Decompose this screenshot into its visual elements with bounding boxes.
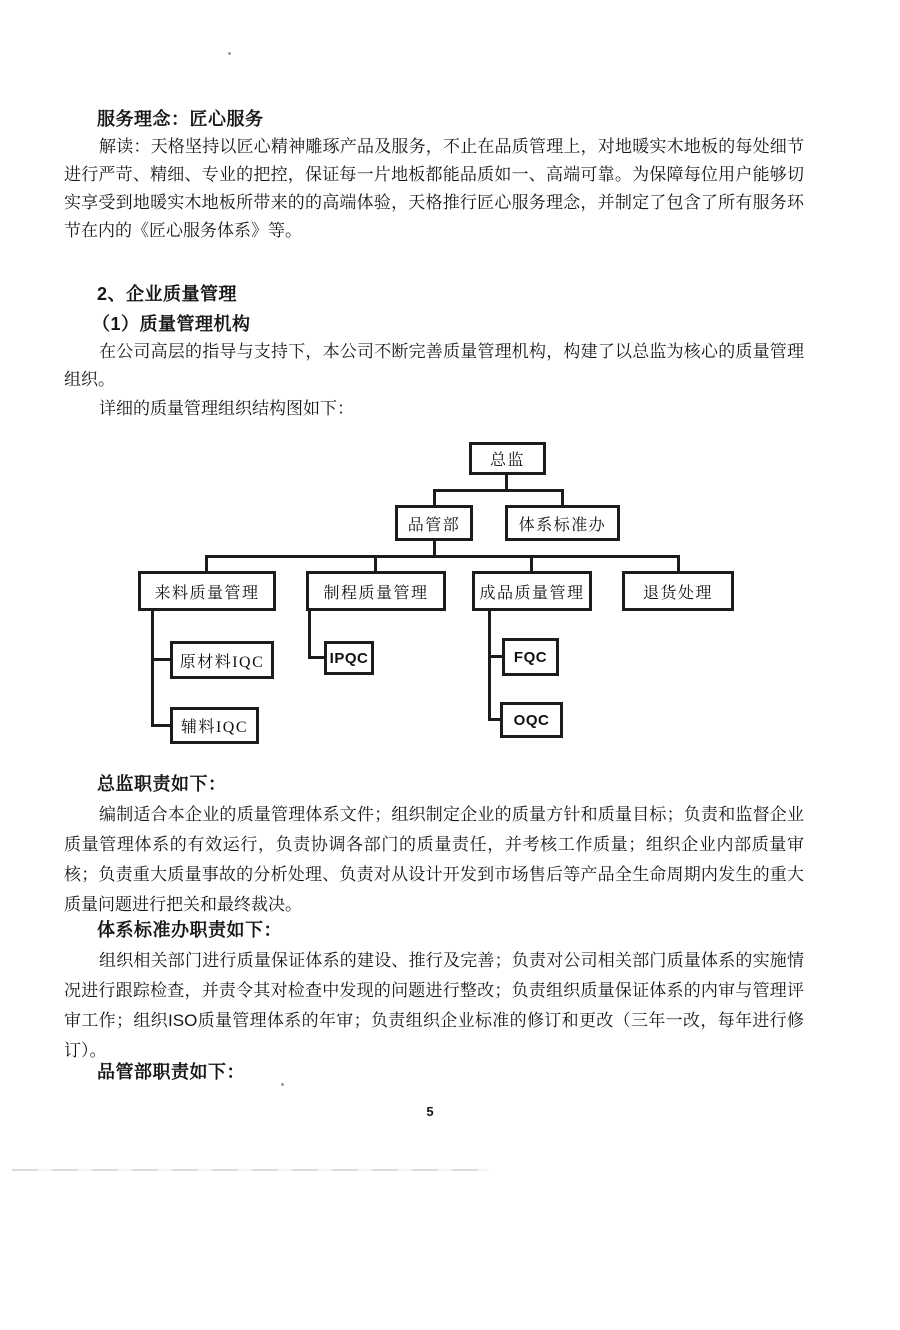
connector-line	[488, 611, 491, 721]
org-node-returns-handling: 退货处理	[622, 571, 734, 611]
scan-artifact-line	[12, 1169, 489, 1171]
connector-line	[433, 489, 436, 506]
quality-section-heading: 2、企业质量管理	[97, 284, 238, 304]
scan-speck-bottom	[281, 1083, 284, 1086]
connector-line	[530, 555, 533, 572]
connector-line	[308, 656, 324, 659]
chart-lead-line: 详细的质量管理组织结构图如下：	[99, 399, 354, 418]
org-node-process-quality: 制程质量管理	[306, 571, 446, 611]
connector-line	[561, 489, 564, 506]
standards-duties-paragraph: 组织相关部门进行质量保证体系的建设、推行及完善；负责对公司相关部门质量体系的实施情况进行跟踪检查，并责令其对检查中发现的问题进行整改；负责组织质量保证体系的内审与管理评审工作；组织ISO质量管理体系的年审；负责组织企业标准的修订和更改（三年一改，每年进行修订）。	[64, 951, 804, 1060]
connector-line	[677, 555, 680, 572]
org-node-standards-office: 体系标准办	[505, 505, 620, 541]
connector-line	[151, 658, 170, 661]
connector-line	[205, 555, 680, 558]
director-duties-paragraph: 编制适合本企业的质量管理体系文件；组织制定企业的质量方针和质量目标；负责和监督企业质量管理体系的有效运行，负责协调各部门的质量责任，并考核工作质量；组织企业内部质量审核；负责重大质量事故的分析处理、负责对从设计开发到市场售后等产品全生命周期内发生的重大质量问题进行把关和最终裁决。	[64, 805, 804, 914]
connector-line	[433, 541, 436, 556]
standards-duties-heading: 体系标准办职责如下：	[97, 920, 282, 940]
page-number: 5	[426, 1104, 434, 1119]
connector-line	[205, 555, 208, 572]
connector-line	[151, 724, 170, 727]
service-concept-paragraph: 解读：天格坚持以匠心精神雕琢产品及服务，不止在品质管理上，对地暖实木地板的每处细节进行严苛、精细、专业的把控，保证每一片地板都能品质如一、高端可靠。为保障每位用户能够切实享受到地暖实木地板所带来的的高端体验，天格推行匠心服务理念，并制定了包含了所有服务环节在内的《匠心服务体系》等。	[64, 137, 804, 240]
org-node-ipqc: IPQC	[324, 641, 374, 675]
director-duties-heading: 总监职责如下：	[97, 774, 227, 794]
connector-line	[488, 655, 502, 658]
org-node-finished-quality: 成品质量管理	[472, 571, 592, 611]
connector-line	[308, 611, 311, 659]
org-node-incoming-quality: 来料质量管理	[138, 571, 276, 611]
org-node-director: 总监	[469, 442, 546, 475]
org-node-qc-dept: 品管部	[395, 505, 473, 541]
service-concept-heading: 服务理念：匠心服务	[97, 109, 264, 129]
connector-line	[374, 555, 377, 572]
org-node-oqc: OQC	[500, 702, 563, 738]
org-node-auxiliary-iqc: 辅料IQC	[170, 707, 259, 744]
connector-line	[433, 489, 564, 492]
quality-intro-paragraph: 在公司高层的指导与支持下，本公司不断完善质量管理机构，构建了以总监为核心的质量管理组织。	[64, 342, 804, 389]
org-node-raw-material-iqc: 原材料IQC	[170, 641, 274, 679]
quality-sub-heading: （1）质量管理机构	[92, 314, 251, 334]
connector-line	[488, 718, 500, 721]
qc-dept-duties-heading: 品管部职责如下：	[97, 1062, 245, 1082]
org-node-fqc: FQC	[502, 638, 559, 676]
connector-line	[151, 611, 154, 727]
